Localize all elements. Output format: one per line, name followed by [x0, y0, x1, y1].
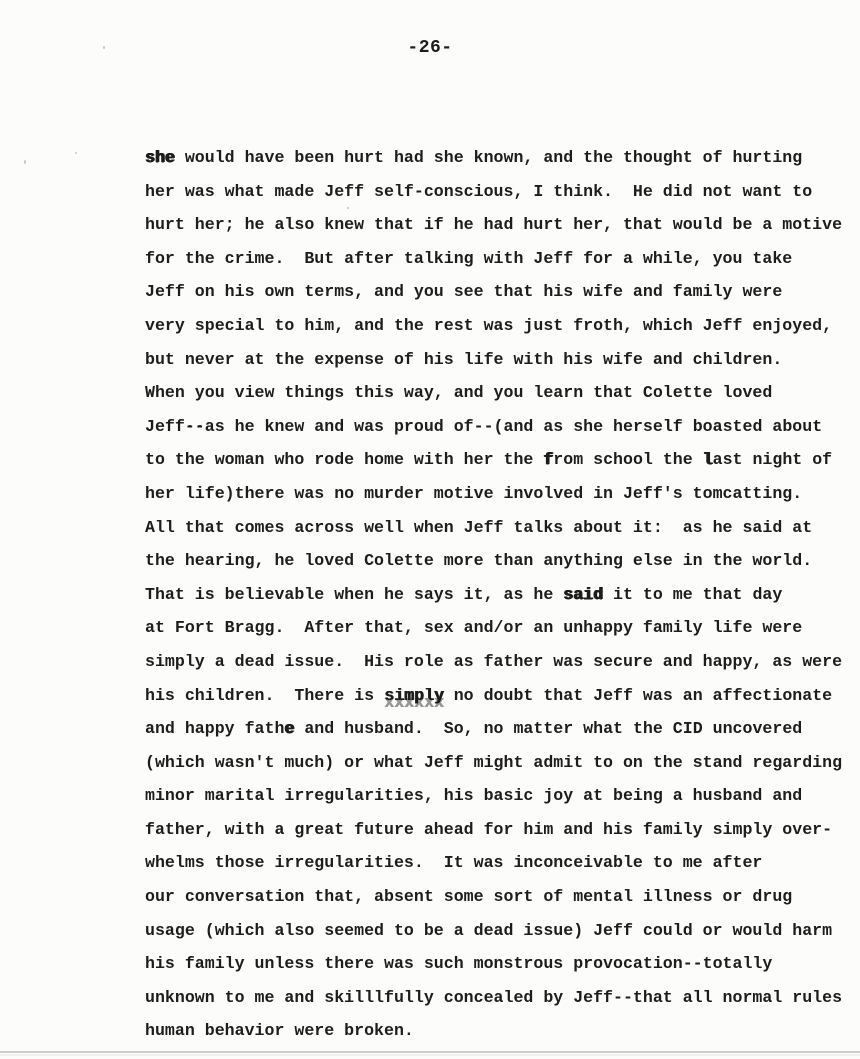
- text-segment: simply xxxxxx: [384, 686, 444, 705]
- text-line: [145, 712, 842, 746]
- text-segment: Jeff: [145, 416, 185, 436]
- text-segment: -- ··: [185, 417, 205, 436]
- typewritten-text: [145, 141, 842, 1048]
- text-segment: whelms those irregularities. It was inconceivable to me after: [145, 853, 763, 873]
- text-line: [145, 578, 842, 612]
- text-segment: When you view things this way, and you learn that Colette loved: [145, 383, 773, 403]
- text-line: [145, 981, 842, 1015]
- scan-speckle: [103, 46, 105, 49]
- text-segment: very special to him, and the rest was just froth, which Jeff enjoyed,: [145, 315, 833, 335]
- text-segment: said: [563, 584, 604, 604]
- text-segment: her life)there was no murder motive involved in Jeff's tomcatting.: [145, 483, 803, 503]
- text-line: [145, 679, 842, 713]
- text-line: [145, 846, 842, 880]
- text-line: [145, 645, 842, 679]
- text-line: [145, 309, 842, 343]
- text-line: [145, 779, 842, 813]
- text-line: [145, 1014, 842, 1048]
- scan-speckle: [347, 207, 349, 209]
- text-line: [145, 376, 842, 410]
- text-line: [145, 477, 842, 511]
- text-segment: the hearing, he loved Colette more than anything else in the world.: [145, 551, 813, 571]
- scan-speckle: [75, 152, 77, 154]
- text-line: [145, 208, 842, 242]
- text-segment: All that comes across well when Jeff talks about it: as he said at: [145, 517, 813, 537]
- text-line: [145, 410, 842, 444]
- text-segment: for the crime. But after talking with Jeff for a while, you take: [145, 248, 793, 268]
- text-line: [145, 175, 842, 209]
- text-segment: she: [145, 148, 175, 167]
- text-line: [145, 275, 842, 309]
- text-line: [145, 813, 842, 847]
- text-segment: our conversation that, absent some sort of mental illness or drug: [145, 887, 793, 907]
- text-segment: That is believable when he says it, as he: [145, 584, 564, 604]
- text-segment: f: [543, 450, 554, 470]
- scan-edge-artifact: [0, 1051, 860, 1053]
- text-segment: and husband. So, no matter what the CID uncovered: [294, 719, 803, 739]
- text-segment: e: [284, 719, 295, 739]
- text-segment: l: [702, 450, 713, 470]
- text-segment: no doubt that Jeff was an affectionate: [443, 685, 833, 705]
- text-segment: ast night of: [712, 450, 833, 470]
- text-line: [145, 343, 842, 377]
- page-number: -26-: [407, 38, 453, 58]
- text-segment: Jeff on his own terms, and you see that his wife and family were: [145, 282, 783, 302]
- text-segment: (which wasn't much) or what Jeff might admit to on the stand regarding: [145, 752, 843, 772]
- text-segment: unknown to me and skilllfully concealed by Jeff--that all normal rules: [145, 987, 843, 1007]
- text-line: [145, 746, 842, 780]
- text-segment: and happy fath: [145, 719, 285, 739]
- text-segment: but never at the expense of his life with his wife and children.: [145, 349, 783, 369]
- text-segment: to the woman who rode home with her the: [145, 450, 544, 470]
- text-segment: simply a dead issue. His role as father was secure and happy, as were: [145, 651, 843, 671]
- text-segment: at Fort Bragg. After that, sex and/or an unhappy family life were: [145, 618, 803, 638]
- text-line: [145, 914, 842, 948]
- text-line: [145, 544, 842, 578]
- text-segment: usage (which also seemed to be a dead issue) Jeff could or would harm: [145, 920, 833, 940]
- text-segment: rom school the: [553, 450, 703, 470]
- text-line: [145, 880, 842, 914]
- text-segment: his family unless there was such monstrous provocation--totally: [145, 954, 773, 974]
- text-segment: it to me that day: [603, 584, 783, 604]
- text-segment: as he knew and was proud of--(and as she herself boasted about: [204, 416, 823, 436]
- text-line: [145, 242, 842, 276]
- text-segment: minor marital irregularities, his basic joy at being a husband and: [145, 786, 803, 806]
- text-segment: would have been hurt had she known, and the thought of hurting: [174, 148, 803, 167]
- text-segment: hurt her; he also knew that if he had hurt her, that would be a motive: [145, 215, 843, 235]
- text-segment: human behavior were broken.: [145, 1021, 414, 1041]
- text-line: [145, 443, 842, 477]
- text-line: [145, 611, 842, 645]
- text-segment: father, with a great future ahead for him and his family simply over-: [145, 819, 833, 839]
- text-line: [145, 947, 842, 981]
- text-segment: his children. There is: [145, 685, 384, 705]
- text-line: [145, 141, 842, 175]
- text-segment: her was what made Jeff self-conscious, I think. He did not want to: [145, 181, 813, 201]
- scan-speckle: [24, 160, 26, 164]
- text-line: [145, 511, 842, 545]
